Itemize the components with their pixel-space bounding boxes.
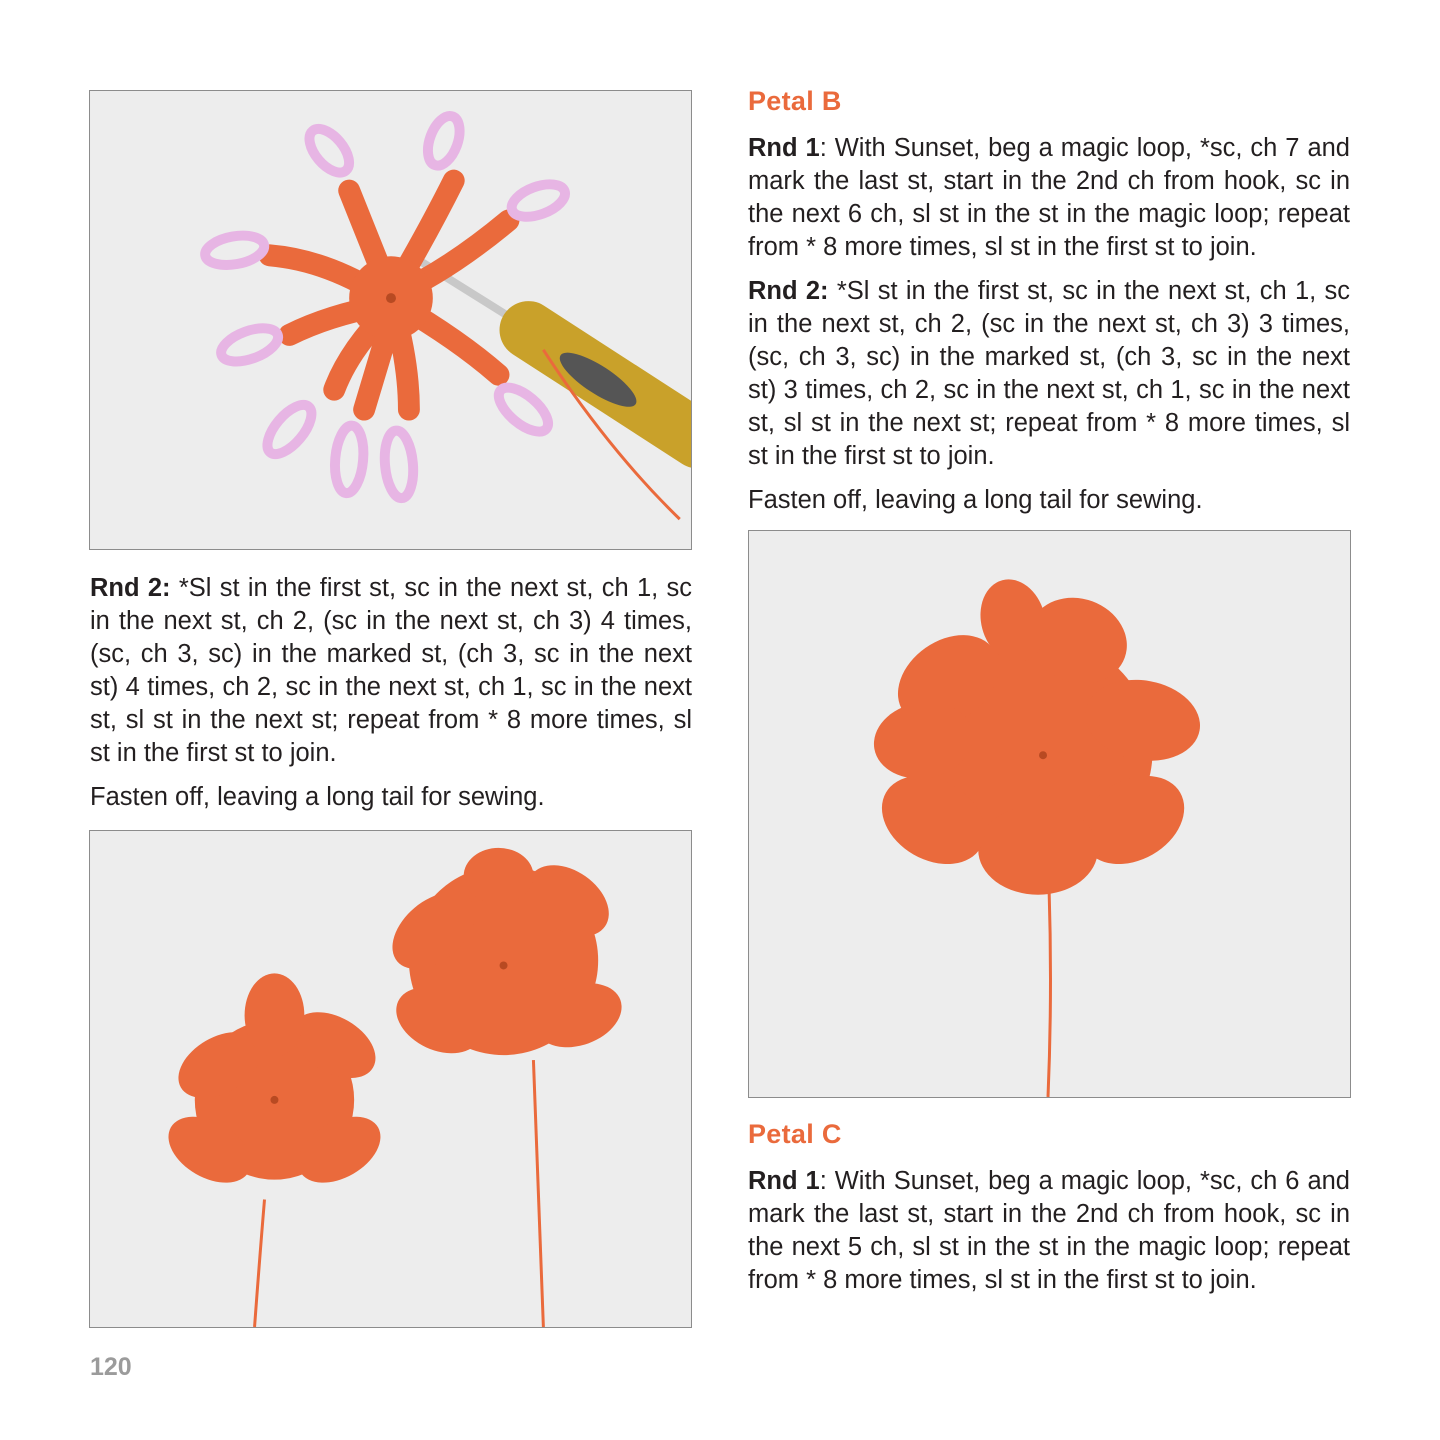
petal-b-rnd2-label: Rnd 2: [748,277,829,305]
photo-two-crochet-flowers [89,830,692,1328]
petal-b-rnd1-paragraph [748,132,1350,264]
two-flowers-illustration [90,831,691,1327]
left-rnd2-text: *Sl st in the first st, sc in the next st, ch 1, sc in the next st, ch 2, (sc in the next st, ch 3) 4 times, (sc, ch 3, sc) in the marked st, (ch 3, sc in the next st) 4 times, ch 2, sc in the next st, ch 1, sc in the next st, sl st in the next st; repeat from * 8 more times, sl st in the first st to join. [90,574,692,767]
petal-b-fasten-paragraph: Fasten off, leaving a long tail for sewing. [748,486,1203,514]
petal-c-rnd1-label: Rnd 1 [748,1167,820,1195]
petal-c-rnd1-text: : With Sunset, beg a magic loop, *sc, ch 6 and mark the last st, start in the 2nd ch from hook, sc in the next 5 ch, sl st in the st in the magic loop; repeat from * 8 more times, sl st in the first st to join. [748,1167,1350,1294]
left-rnd2-label: Rnd 2: [90,574,171,602]
left-instructions [90,572,692,825]
photo-crochet-star-with-markers [89,90,692,550]
petal-c-instructions [748,1165,1350,1308]
petal-c-rnd1-paragraph [748,1165,1350,1297]
left-fasten-paragraph: Fasten off, leaving a long tail for sewing. [90,783,545,811]
petal-b-rnd1-label: Rnd 1 [748,134,820,162]
petal-b-rnd1-text: : With Sunset, beg a magic loop, *sc, ch 7 and mark the last st, start in the 2nd ch from hook, sc in the next 6 ch, sl st in the st in the magic loop; repeat from * 8 more times, sl st in the first st to join. [748,134,1350,261]
petal-b-heading: Petal B [748,86,842,116]
photo-petal-b-flower [748,530,1351,1098]
crochet-star-illustration [90,91,691,549]
petal-b-rnd2-paragraph [748,275,1350,473]
petal-b-instructions [748,132,1350,528]
petal-c-heading: Petal C [748,1119,842,1149]
petal-b-rnd2-text: *Sl st in the first st, sc in the next st, ch 1, sc in the next st, ch 2, (sc in the next st, ch 3) 3 times, (sc, ch 3, sc) in the marked st, (ch 3, sc in the next st) 3 times, ch 2, sc in the next st, ch 1, sc in the next st, sl st in the next st; repeat from * 8 more times, sl st in the first st to join. [748,277,1350,470]
petal-b-flower-illustration [749,531,1350,1097]
left-rnd2-paragraph [90,572,692,770]
page-number: 120 [90,1353,132,1381]
